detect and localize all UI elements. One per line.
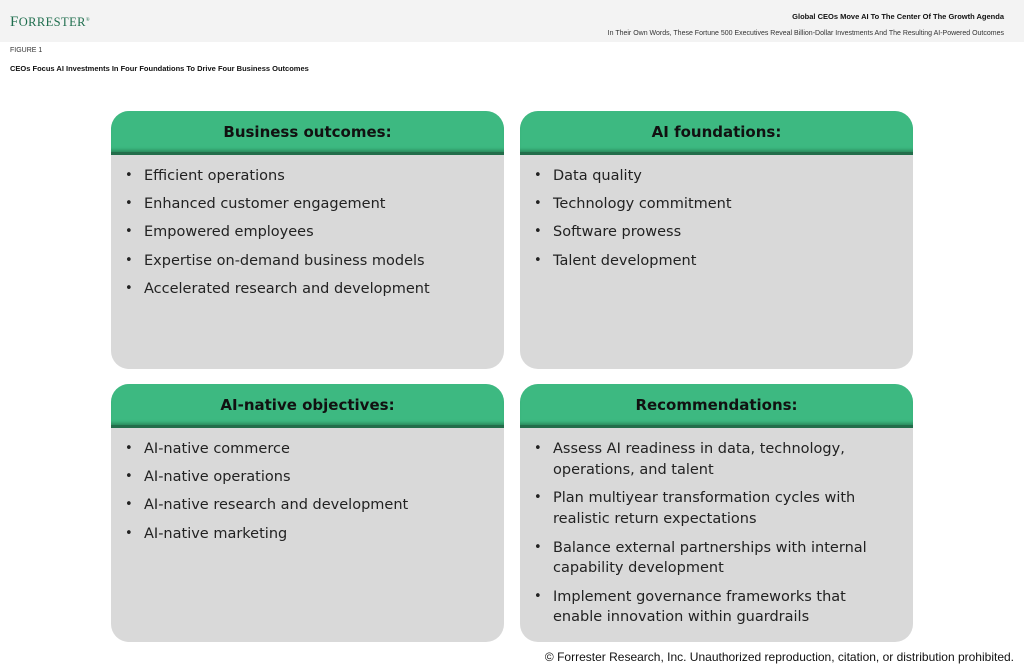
card-ai-foundations <box>520 111 913 369</box>
top-bar <box>0 0 1024 42</box>
document-subtitle: In Their Own Words, These Fortune 500 Executives Reveal Billion-Dollar Investments And The Resulting AI-Powered Outcomes <box>607 30 1004 37</box>
card-header <box>111 384 504 428</box>
list-item: • Balance external partnerships with internal capability development <box>534 538 899 579</box>
list-item: • Plan multiyear transformation cycles with realistic return expectations <box>534 488 899 529</box>
document-title: Global CEOs Move AI To The Center Of The Growth Agenda <box>792 12 1004 21</box>
bullet-list <box>534 439 899 636</box>
card-ai-native-objectives <box>111 384 504 642</box>
list-item: • Talent development <box>534 251 899 271</box>
list-item: • Accelerated research and development <box>125 279 490 299</box>
card-title: Recommendations: <box>635 396 798 414</box>
card-business-outcomes <box>111 111 504 369</box>
list-item: • Technology commitment <box>534 194 899 214</box>
list-item: • Efficient operations <box>125 166 490 186</box>
list-item: • Enhanced customer engagement <box>125 194 490 214</box>
card-title: Business outcomes: <box>223 123 392 141</box>
card-header <box>520 384 913 428</box>
card-header <box>111 111 504 155</box>
card-title: AI-native objectives: <box>220 396 395 414</box>
list-item: • AI-native commerce <box>125 439 490 459</box>
list-item: • Assess AI readiness in data, technology, operations, and talent <box>534 439 899 480</box>
list-item: • AI-native marketing <box>125 524 490 544</box>
copyright-notice: © Forrester Research, Inc. Unauthorized reproduction, citation, or distribution prohibited. <box>544 650 1014 664</box>
list-item: • Data quality <box>534 166 899 186</box>
list-item: • AI-native operations <box>125 467 490 487</box>
forrester-logo: FORRESTER® <box>10 14 91 30</box>
list-item: • Expertise on-demand business models <box>125 251 490 271</box>
card-recommendations <box>520 384 913 642</box>
bullet-list <box>534 166 899 279</box>
list-item: • Empowered employees <box>125 222 490 242</box>
figure-title: CEOs Focus AI Investments In Four Foundations To Drive Four Business Outcomes <box>10 64 309 73</box>
card-title: AI foundations: <box>651 123 782 141</box>
card-header <box>520 111 913 155</box>
list-item: • Software prowess <box>534 222 899 242</box>
list-item: • AI-native research and development <box>125 495 490 515</box>
figure-label: FIGURE 1 <box>10 47 43 54</box>
bullet-list <box>125 166 490 307</box>
list-item: • Implement governance frameworks that enable innovation within guardrails <box>534 587 899 628</box>
bullet-list <box>125 439 490 552</box>
